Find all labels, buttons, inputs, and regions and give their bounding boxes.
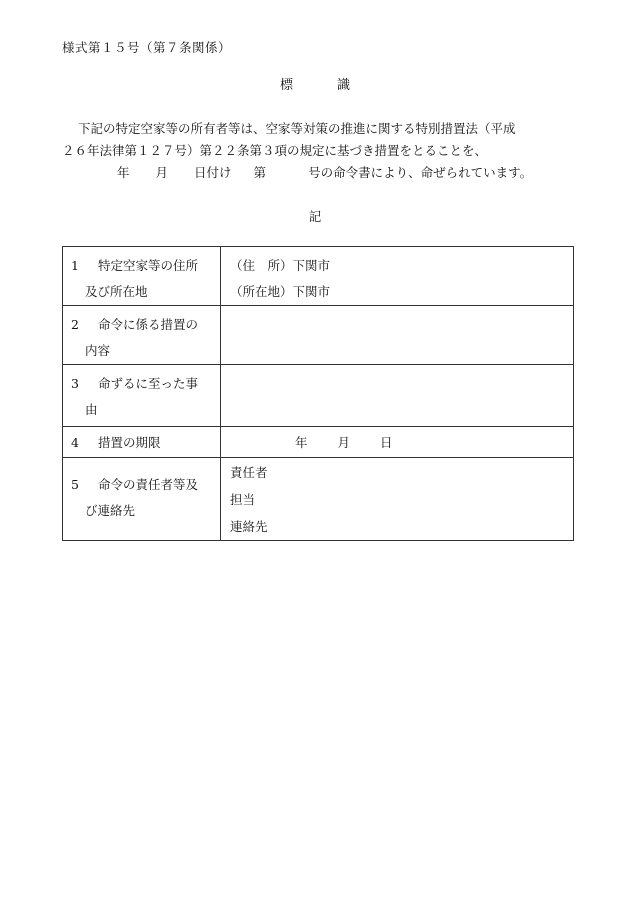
row-number: 1 [71, 258, 79, 273]
row-label: 特定空家等の住所 [98, 258, 199, 273]
label-continuation: 内容 [85, 343, 111, 358]
label-cell [63, 458, 221, 541]
label-cell [63, 247, 221, 306]
label-cell [63, 365, 221, 427]
person-in-charge: 担当 [230, 492, 256, 507]
ki-heading: 記 [308, 209, 322, 224]
value-cell [221, 427, 574, 458]
deadline-month: 月 [337, 435, 351, 450]
value-cell [221, 458, 574, 541]
label-line [71, 253, 214, 279]
label-continuation: 由 [85, 402, 98, 417]
label-line [71, 312, 214, 338]
row-label: 命令の責任者等及 [98, 477, 199, 492]
table-row-reason [63, 365, 574, 427]
row-label: 措置の期限 [98, 435, 161, 450]
table-row-measure [63, 306, 574, 365]
label-line [71, 433, 214, 453]
row-label: 命ずるに至った事 [98, 376, 199, 391]
line3-rest: 号の命令書により、命ぜられています。 [308, 165, 533, 180]
table-row-deadline [63, 427, 574, 458]
table-row-address [63, 247, 574, 306]
table-row-contact [63, 458, 574, 541]
form-number: 様式第１５号（第７条関係） [62, 40, 232, 55]
line3-month: 月 [155, 165, 169, 180]
address-value: （住 所）下関市 [230, 258, 331, 273]
deadline-date [221, 427, 573, 453]
row-number: 5 [71, 477, 79, 492]
label-line [71, 371, 214, 397]
body-line-2: ２６年法律第１２７号）第２２条第３項の規定に基づき措置をとることを、 [62, 143, 488, 158]
document-title: 標識 [279, 78, 394, 93]
body-line-1: 下記の特定空家等の所有者等は、空家等対策の推進に関する特別措置法（平成 [78, 121, 516, 136]
location-value: （所在地）下関市 [230, 284, 331, 299]
deadline-year: 年 [295, 435, 308, 450]
row-number: 3 [71, 376, 79, 391]
body-line-3 [62, 162, 574, 184]
label-cell [63, 427, 221, 458]
row-number: 4 [71, 435, 79, 450]
line3-dai: 第 [253, 165, 267, 180]
contact-info: 連絡先 [230, 519, 268, 534]
notice-body [62, 118, 574, 184]
label-continuation: び連絡先 [85, 503, 136, 518]
row-number: 2 [71, 317, 79, 332]
deadline-day: 日 [380, 435, 393, 450]
label-line [71, 472, 214, 498]
label-continuation: 及び所在地 [85, 284, 148, 299]
label-cell [63, 306, 221, 365]
value-cell [221, 365, 574, 427]
line3-day: 日付け [194, 165, 232, 180]
value-cell [221, 247, 574, 306]
row-label: 命令に係る措置の [98, 317, 199, 332]
details-table [62, 246, 574, 541]
line3-year: 年 [117, 165, 130, 180]
value-cell [221, 306, 574, 365]
responsible-person: 責任者 [230, 465, 268, 480]
